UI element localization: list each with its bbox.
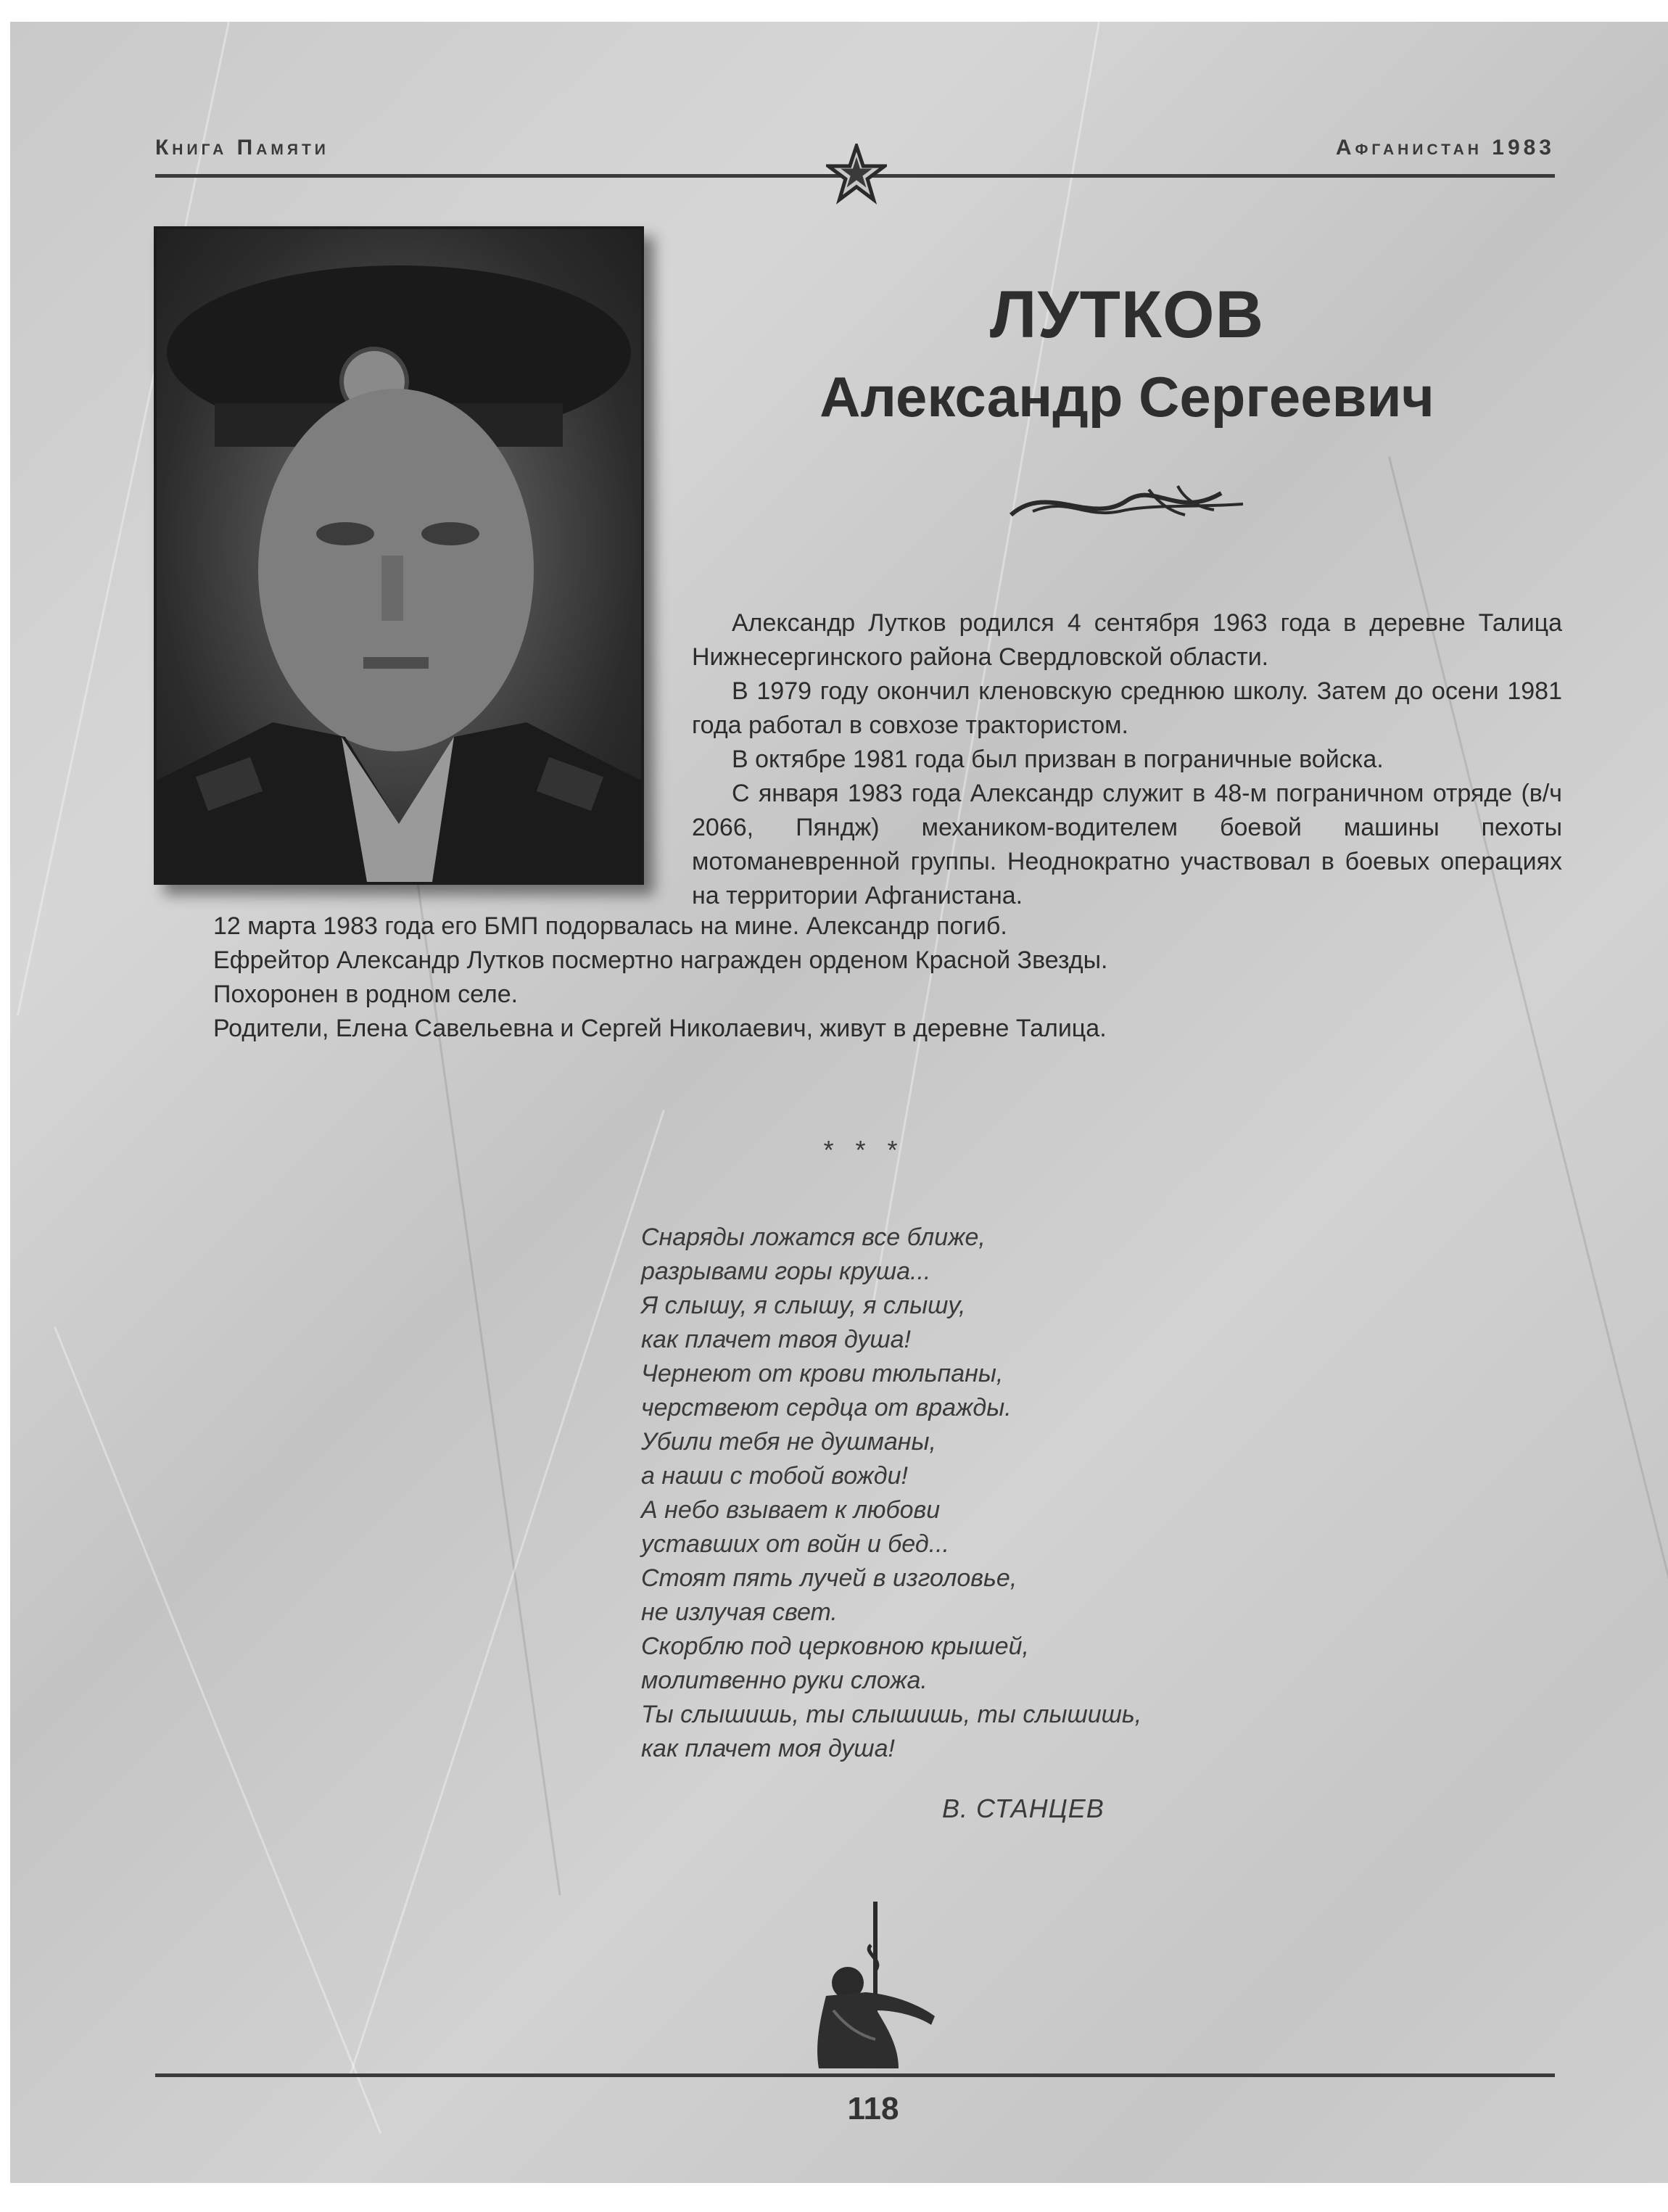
biography-paragraph: В октябре 1981 года был призван в пограничные войска. [732, 746, 1384, 773]
poem-line: А небо взывает к любови [641, 1496, 941, 1524]
running-head-section: Афганистан 1983 [1335, 136, 1555, 160]
person-name: Александр Сергеевич [819, 365, 1434, 429]
ornament-icon [1004, 475, 1250, 533]
biography-line: 12 марта 1983 года его БМП подорвалась на мине. Александр погиб. [213, 912, 1007, 940]
poem-separator: * * * [822, 1135, 904, 1165]
poem-line: как плачет моя душа! [641, 1735, 895, 1762]
book-page [10, 22, 1668, 2183]
biography-line: Ефрейтор Александр Лутков посмертно награжден орденом Красной Звезды. [213, 946, 1108, 974]
portrait-image [157, 229, 641, 882]
biography-intro [692, 606, 1562, 913]
biography-line: Родители, Елена Савельевна и Сергей Николаевич, живут в деревне Талица. [213, 1015, 1107, 1042]
poem-line: разрывами горы круша... [641, 1258, 931, 1285]
mourning-soldier-icon [790, 1902, 949, 2076]
poem-line: Убили тебя не душманы, [641, 1428, 936, 1456]
paper-crease [54, 1326, 381, 2134]
star-icon [826, 144, 887, 205]
poem-line: Скорблю под церковною крышей, [641, 1633, 1029, 1660]
poem-line: а наши с тобой вожди! [641, 1462, 908, 1490]
poem-line: Снаряды ложатся все ближе, [641, 1223, 986, 1251]
poem-author: В. СТАНЦЕВ [942, 1794, 1105, 1823]
poem-line: Стоят пять лучей в изголовье, [641, 1564, 1017, 1592]
biography-paragraph: С января 1983 года Александр служит в 48-м пограничном отряде (в/ч 2066, Пяндж) механиком-водителем боевой машины пехоты мотоманевренной группы. Неоднократно участвовал в боевых операциях на территории Афганистана. [692, 780, 1562, 909]
biography-paragraph: Александр Лутков родился 4 сентября 1963 года в деревне Талица Нижнесергинского района Свердловской области. [692, 609, 1562, 671]
poem-line: как плачет твоя душа! [641, 1326, 911, 1353]
biography-outcome [213, 909, 1562, 1046]
poem-line: Я слышу, я слышу, я слышу, [641, 1292, 966, 1319]
page-number: 118 [847, 2091, 899, 2126]
paper-crease [349, 1110, 664, 2076]
poem-line: черствеют сердца от вражды. [641, 1394, 1012, 1421]
biography-paragraph: В 1979 году окончил кленовскую среднюю школу. Затем до осени 1981 года работал в совхозе трактористом. [692, 677, 1562, 739]
soldier-portrait-photo [154, 226, 644, 885]
poem-line: не излучая свет. [641, 1598, 838, 1626]
poem-line: Ты слышишь, ты слышишь, ты слышишь, [641, 1701, 1142, 1728]
running-head-book-title: Книга Памяти [155, 136, 329, 160]
biography-line: Похоронен в родном селе. [213, 981, 519, 1008]
poem-line: молитвенно руки сложа. [641, 1667, 928, 1694]
poem-line: уставших от войн и бед... [641, 1530, 949, 1558]
poem [641, 1221, 1141, 1766]
footer-rule [155, 2073, 1555, 2077]
person-surname: ЛУТКОВ [989, 278, 1265, 352]
poem-line: Чернеют от крови тюльпаны, [641, 1360, 1004, 1387]
